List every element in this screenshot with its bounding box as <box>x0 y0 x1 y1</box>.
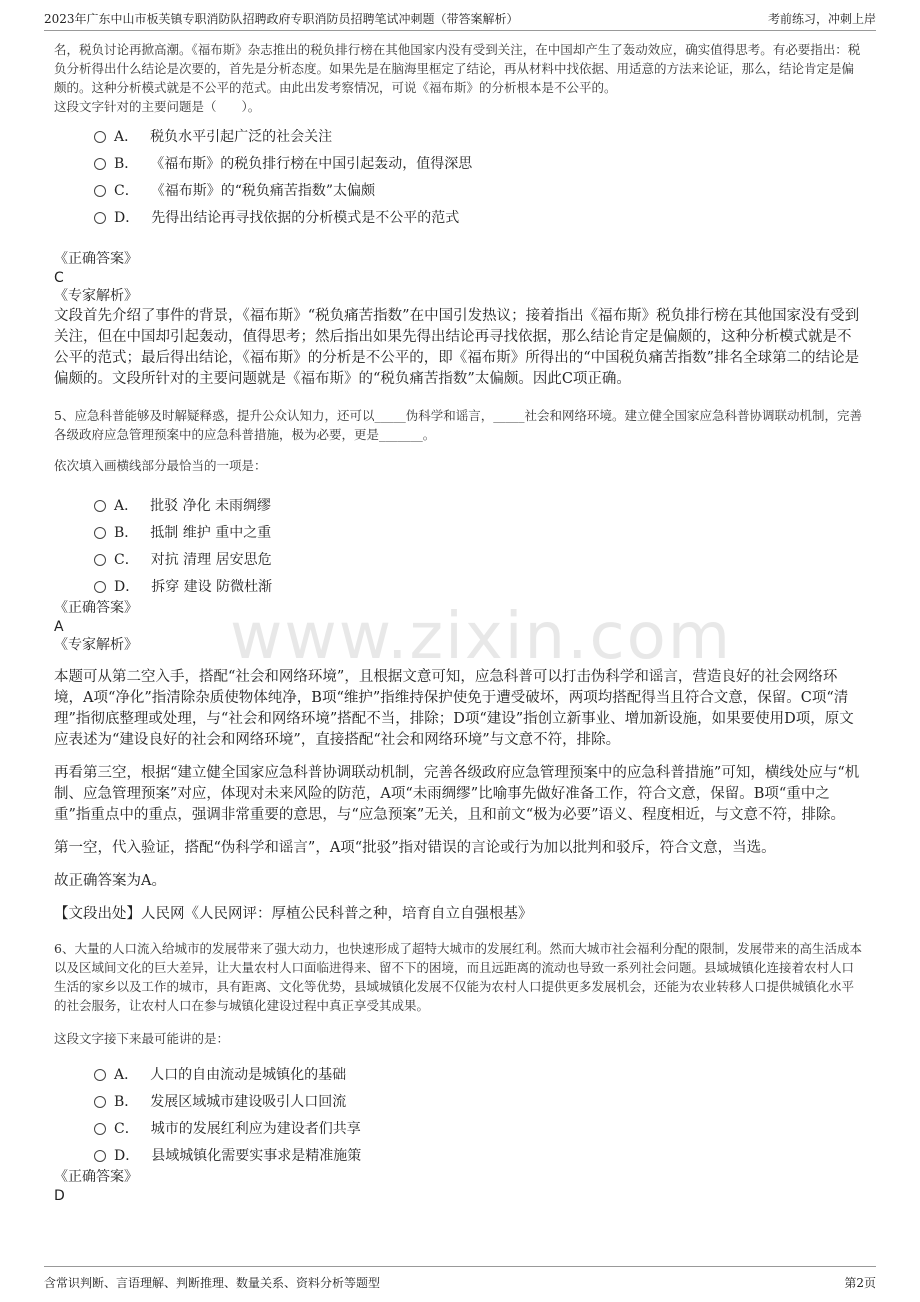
q5-analysis-p3: 第一空，代入验证，搭配“伪科学和谣言”，A项“批驳”指对错误的言论或行为加以批判和驳斥，符合文意，当选。 <box>54 840 776 856</box>
radio-button[interactable] <box>94 554 106 566</box>
radio-button[interactable] <box>94 581 106 593</box>
page-content <box>54 40 864 1205</box>
q5-question: 依次填入画横线部分最恰当的一项是： <box>54 458 267 473</box>
q4-answer-label: 《正确答案》 <box>54 251 138 267</box>
radio-button[interactable] <box>94 1150 106 1162</box>
radio-button[interactable] <box>94 131 106 143</box>
q5-analysis-label: 《专家解析》 <box>54 637 138 653</box>
q5-answer-label: 《正确答案》 <box>54 600 138 616</box>
watermark: www.zixin.com <box>230 600 733 674</box>
q5-option-c[interactable]: C． 对抗 清理 居安思危 <box>94 545 864 572</box>
q4-options <box>94 122 864 230</box>
q6-option-a[interactable]: A． 人口的自由流动是城镇化的基础 <box>94 1060 864 1087</box>
q4-question: 这段文字针对的主要问题是（ ）。 <box>54 99 261 114</box>
footer-note: 含常识判断、言语理解、判断推理、数量关系、资料分析等题型 <box>44 1276 381 1290</box>
radio-button[interactable] <box>94 527 106 539</box>
q6-option-d[interactable]: D． 县域城镇化需要实事求是精准施策 <box>94 1141 864 1168</box>
radio-button[interactable] <box>94 212 106 224</box>
radio-button[interactable] <box>94 500 106 512</box>
q6-stem: 6、大量的人口流入给城市的发展带来了强大动力，也快速形成了超特大城市的发展红利。然而大城市社会福利分配的限制，发展带来的高生活成本以及区域间文化的巨大差异，让大量农村人口面临进得来、留不下的困境，而且远距离的流动也导致一系列社会问题。县域城镇化连接着农村人口生活的家乡以及工作的城市，具有距离、文化等优势，县域城镇化发展不仅能为农村人口提供更多发展机会，还能为农业转移人口提供城镇化水平的社会服务，让农村人口在参与城镇化建设过程中真正享受其成果。 <box>54 941 862 1013</box>
radio-button[interactable] <box>94 1096 106 1108</box>
q5-answer: A <box>54 619 64 635</box>
q5-source: 【文段出处】人民网《人民网评：厚植公民科普之种，培育自立自强根基》 <box>54 906 533 922</box>
page-header <box>44 10 876 31</box>
q4-option-a[interactable]: A． 税负水平引起广泛的社会关注 <box>94 122 864 149</box>
q4-analysis-label: 《专家解析》 <box>54 288 138 304</box>
q6-options <box>94 1060 864 1168</box>
q6-question: 这段文字接下来最可能讲的是： <box>54 1031 230 1046</box>
radio-button[interactable] <box>94 158 106 170</box>
q4-answer: C <box>54 270 64 286</box>
q4-passage: 名，税负讨论再掀高潮。《福布斯》杂志推出的税负排行榜在其他国家内没有受到关注，在中国却产生了轰动效应，确实值得思考。有必要指出：税负分析得出什么结论是次要的，首先是分析态度。如果先是在脑海里框定了结论，再从材料中找依据、用适意的方法来论证，那么，结论肯定是偏颇的。这种分析模式就是不公平的范式。由此出发考察情况，可说《福布斯》的分析根本是不公平的。 <box>54 42 861 95</box>
q5-analysis-p2: 再看第三空，根据“建立健全国家应急科普协调联动机制，完善各级政府应急管理预案中的应急科普措施”可知，横线处应与“机制、应急管理预案”对应，体现对未来风险的防范，A项“未雨绸缪”比喻事先做好准备工作，符合文意，保留。B项“重中之重”指重点中的重点，强调非常重要的意思，与“应急预案”无关，且和前文“极为必要”语义、程度相近，与文意不符，排除。 <box>54 765 860 823</box>
q5-option-a[interactable]: A． 批驳 净化 未雨绸缪 <box>94 491 864 518</box>
q6-option-c[interactable]: C． 城市的发展红利应为建设者们共享 <box>94 1114 864 1141</box>
header-slogan: 考前练习，冲刺上岸 <box>767 12 876 26</box>
q5-stem: 5、应急科普能够及时解疑释惑，提升公众认知力，还可以_____伪科学和谣言，_____社会和网络环境。建立健全国家应急科普协调联动机制，完善各级政府应急管理预案中的应急科普措施，极为必要，更是_______。 <box>54 408 862 442</box>
page-number: 第2页 <box>844 1276 876 1290</box>
q5-option-b[interactable]: B． 抵制 维护 重中之重 <box>94 518 864 545</box>
q4-analysis: 文段首先介绍了事件的背景，《福布斯》“税负痛苦指数”在中国引发热议；接着指出《福布斯》税负排行榜在其他国家没有受到关注，但在中国却引起轰动，值得思考；然后指出如果先得出结论再寻找依据，那么结论肯定是偏颇的，这种分析模式就是不公平的范式；最后得出结论，《福布斯》的分析是不公平的，即《福布斯》所得出的“中国税负痛苦指数”排名全球第二的结论是偏颇的。文段所针对的主要问题就是《福布斯》的“税负痛苦指数”太偏颇。因此C项正确。 <box>54 308 860 387</box>
page-footer <box>44 1266 876 1291</box>
q6-option-b[interactable]: B． 发展区域城市建设吸引人口回流 <box>94 1087 864 1114</box>
q4-option-d[interactable]: D． 先得出结论再寻找依据的分析模式是不公平的范式 <box>94 203 864 230</box>
q5-analysis-p1: 本题可从第二空入手，搭配“社会和网络环境”，且根据文意可知，应急科普可以打击伪科学和谣言，营造良好的社会网络环境，A项“净化”指清除杂质使物体纯净，B项“维护”指维持保护使免于遭受破坏，两项均搭配得当且符合文意，保留。C项“清理”指彻底整理或处理，与“社会和网络环境”搭配不当，排除；D项“建设”指创立新事业、增加新设施，如果要使用D项，原文应表述为“建设良好的社会和网络环境”，直接搭配“社会和网络环境”与文意不符，排除。 <box>54 669 854 748</box>
q4-option-c[interactable]: C． 《福布斯》的“税负痛苦指数”太偏颇 <box>94 176 864 203</box>
radio-button[interactable] <box>94 185 106 197</box>
radio-button[interactable] <box>94 1069 106 1081</box>
radio-button[interactable] <box>94 1123 106 1135</box>
header-title: 2023年广东中山市板芙镇专职消防队招聘政府专职消防员招聘笔试冲刺题（带答案解析） <box>44 12 519 26</box>
q5-analysis-p4: 故正确答案为A。 <box>54 873 166 889</box>
q5-options <box>94 491 864 599</box>
q6-answer-label: 《正确答案》 <box>54 1169 138 1185</box>
q4-option-b[interactable]: B． 《福布斯》的税负排行榜在中国引起轰动，值得深思 <box>94 149 864 176</box>
q5-option-d[interactable]: D． 拆穿 建设 防微杜渐 <box>94 572 864 599</box>
q6-answer: D <box>54 1188 65 1204</box>
